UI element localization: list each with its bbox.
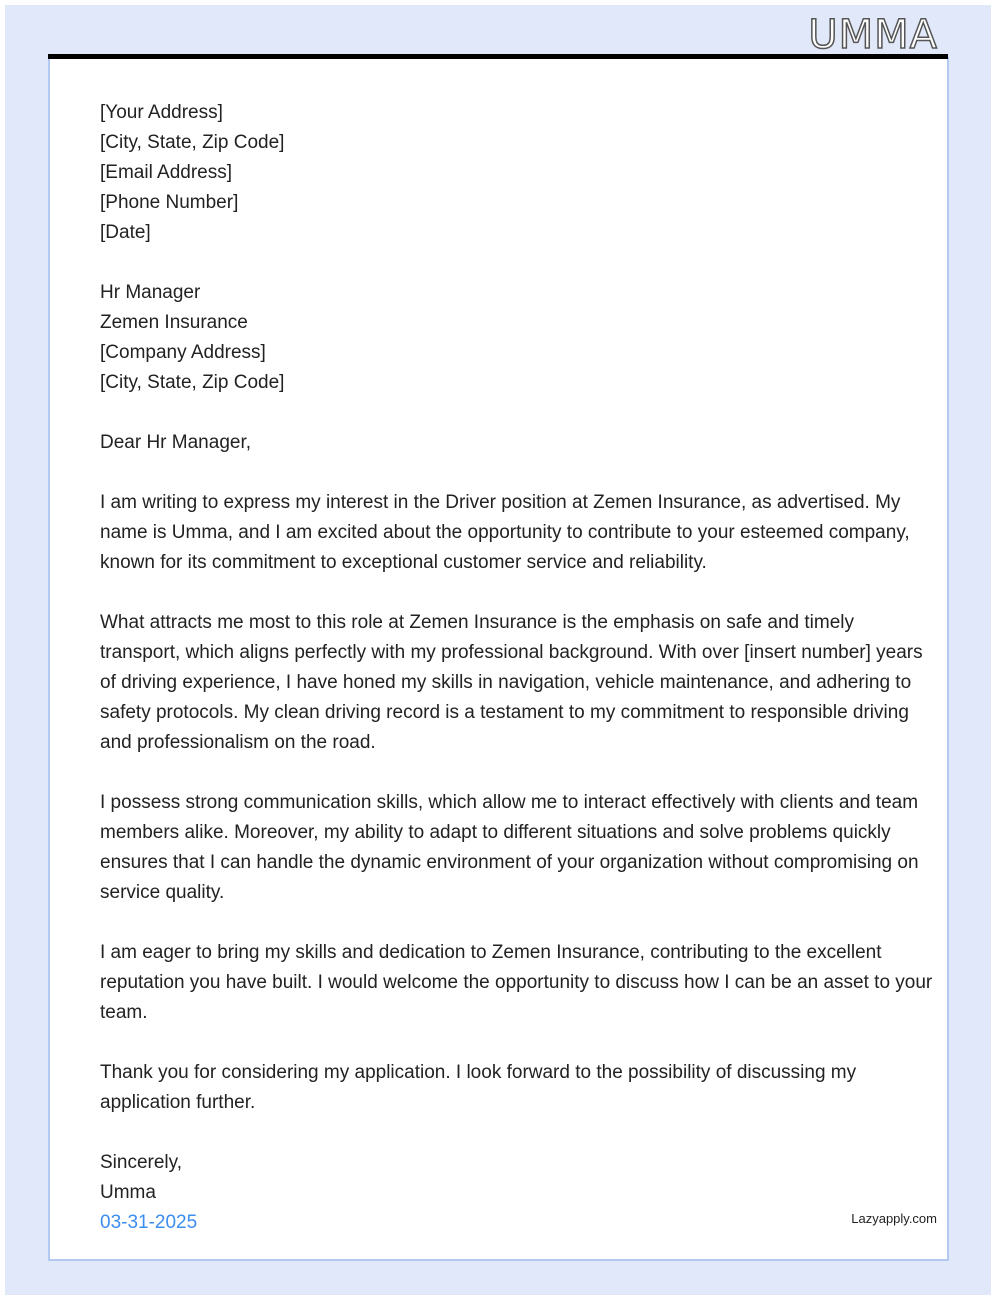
sender-address: [Your Address] [100,102,223,123]
paragraph: I am eager to bring my skills and dedication to Zemen Insurance, contributing to the excellent reputation you have built. I would welcome the opportunity to discuss how I can be an asset to your team. [100,942,933,1023]
sender-phone: [Phone Number] [100,192,239,213]
recipient-company: Zemen Insurance [100,312,248,333]
sender-city: [City, State, Zip Code] [100,132,285,153]
recipient-name: Hr Manager [100,282,201,303]
paragraph: What attracts me most to this role at Zemen Insurance is the emphasis on safe and timely transport, which aligns perfectly with my professional background. With over [insert number] years of driving experience, I have honed my skills in navigation, vehicle maintenance, and adhering to safety protocols. My clean driving record is a testament to my commitment to responsible driving and professionalism on the road. [100,612,923,753]
footer [100,1210,938,1236]
salutation: Dear Hr Manager, [100,432,252,453]
closing: Sincerely, [100,1152,183,1173]
footer-credit: Lazyapply.com [851,1211,937,1226]
footer-date: 03-31-2025 [100,1212,198,1233]
recipient-block [100,278,938,398]
closing-block [100,1148,938,1208]
logo: UMMA [808,12,938,58]
letter-body [100,98,938,1236]
paragraph: Thank you for considering my application. I look forward to the possibility of discussing my application further. [100,1062,857,1113]
paragraph: I am writing to express my interest in the Driver position at Zemen Insurance, as advertised. My name is Umma, and I am excited about the opportunity to contribute to your esteemed company, known for its commitment to exceptional customer service and reliability. [100,492,910,573]
signature: Umma [100,1182,156,1203]
paragraph: I possess strong communication skills, which allow me to interact effectively with clients and team members alike. Moreover, my ability to adapt to different situations and solve problems quickly ensures that I can handle the dynamic environment of your organization without compromising on service quality. [100,792,919,903]
sender-email: [Email Address] [100,162,232,183]
sender-date: [Date] [100,222,151,243]
recipient-address: [Company Address] [100,342,266,363]
recipient-city: [City, State, Zip Code] [100,372,285,393]
sender-block [100,98,938,248]
